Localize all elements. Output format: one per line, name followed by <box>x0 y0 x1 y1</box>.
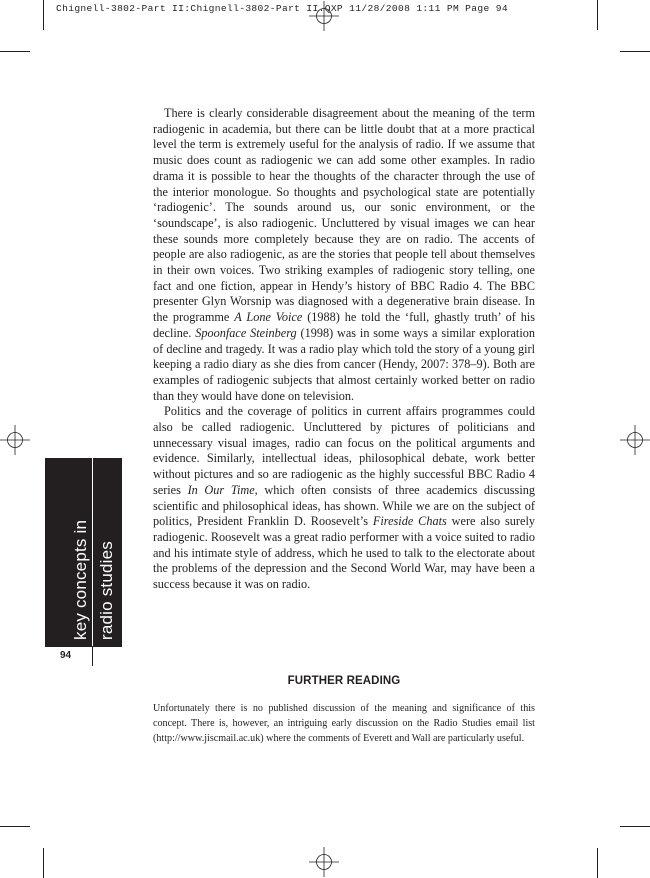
crop-mark-top-right-v <box>597 0 598 30</box>
folio-rule <box>45 646 122 647</box>
body-p2-text-b: , which often consists of three academics discussing scientific and philosophical ideas, has shown. While we are on the subject of politics, President Franklin D. Roosevelt’s <box>153 482 535 529</box>
programme-title-in-our-time: In Our Time <box>187 482 255 497</box>
programme-title-fireside-chats: Fireside Chats <box>372 514 447 529</box>
registration-mark-left-icon <box>0 425 30 455</box>
crop-mark-bottom-right-h <box>620 826 650 827</box>
body-p1-text-b: (1988) he told the ‘full, ghastly truth’ of his decline. <box>153 310 535 340</box>
registration-mark-right-icon <box>620 425 650 455</box>
side-tab-divider <box>92 458 93 646</box>
crop-mark-top-left-h <box>0 51 30 52</box>
crop-mark-bottom-left-v <box>43 848 44 878</box>
page-number: 94 <box>60 650 72 661</box>
body-p2-text-c: were also surely radiogenic. Roosevelt was a great radio performer with a voice suited to radio and his intimate style of address, which he used to talk to the electorate about the problems of the depression and the Second World War, may have been a success because it was on radio. <box>153 514 535 592</box>
side-tab-line-2: radio studies <box>97 541 116 640</box>
body-p1-text-a: There is clearly considerable disagreement about the meaning of the term radiogenic in academia, but there can be little doubt that at a more practical level the term is extremely useful for the analysis of radio. If we assume that music does count as radiogenic we can add some other examples. In radio drama it is possible to hear the thoughts of the character through the use of the interior monologue. So thoughts and psychological state are potentially ‘radiogenic’. The sounds around us, our sonic environment, or the ‘soundscape’, is also radiogenic. Uncluttered by visual images we can hear these sounds more completely because they are on radio. The accents of people are also radiogenic, as are the stories that people tell about themselves in their own voices. Two striking examples of radiogenic story telling, one fact and one fiction, appear in Hendy’s history of BBC Radio 4. The BBC presenter Glyn Worsnip was diagnosed with a degenerative brain disease. In the programme <box>153 106 535 325</box>
registration-mark-top-icon <box>309 1 339 31</box>
crop-mark-bottom-right-v <box>597 848 598 878</box>
programme-title-spoonface-steinberg: Spoonface Steinberg <box>195 325 297 340</box>
body-paragraph-2 <box>153 404 535 592</box>
body-p1-text-c: (1998) was in some ways a similar exploration of decline and tragedy. It was a radio play which told the story of a young girl keeping a radio diary as she dies from cancer (Hendy, 2007: 378–9). Both are examples of radiogenic subjects that almost certainly worked better on radio than they would have done on television. <box>153 325 535 403</box>
crop-mark-top-right-h <box>620 51 650 52</box>
crop-mark-top-left-v <box>43 0 44 30</box>
crop-mark-bottom-left-h <box>0 826 30 827</box>
body-paragraph-1 <box>153 106 535 404</box>
body-p2-text-a: Politics and the coverage of politics in current affairs programmes could also be called radiogenic. Uncluttered by pictures of politicians and unnecessary visual images, radio can focus on the political arguments and evidence. Similarly, intellectual ideas, philosophical debate, work better without pictures and so are radiogenic as the highly successful BBC Radio 4 series <box>153 404 535 497</box>
further-reading-text: Unfortunately there is no published discussion of the meaning and significance of this concept. There is, however, an intriguing early discussion on the Radio Studies email list (http://www.jiscmail.ac.uk) where the comments of Everett and Wall are particularly useful. <box>153 703 535 744</box>
printer-slug-line: Chignell-3802-Part II:Chignell-3802-Part II.QXP 11/28/2008 1:11 PM Page 94 <box>56 3 508 14</box>
side-tab-line-1: key concepts in <box>71 519 90 640</box>
body-text <box>153 106 535 593</box>
programme-title-a-lone-voice: A Lone Voice <box>234 310 303 325</box>
registration-mark-bottom-icon <box>309 847 339 877</box>
folio-divider <box>92 646 93 666</box>
further-reading-heading: FURTHER READING <box>287 675 401 687</box>
